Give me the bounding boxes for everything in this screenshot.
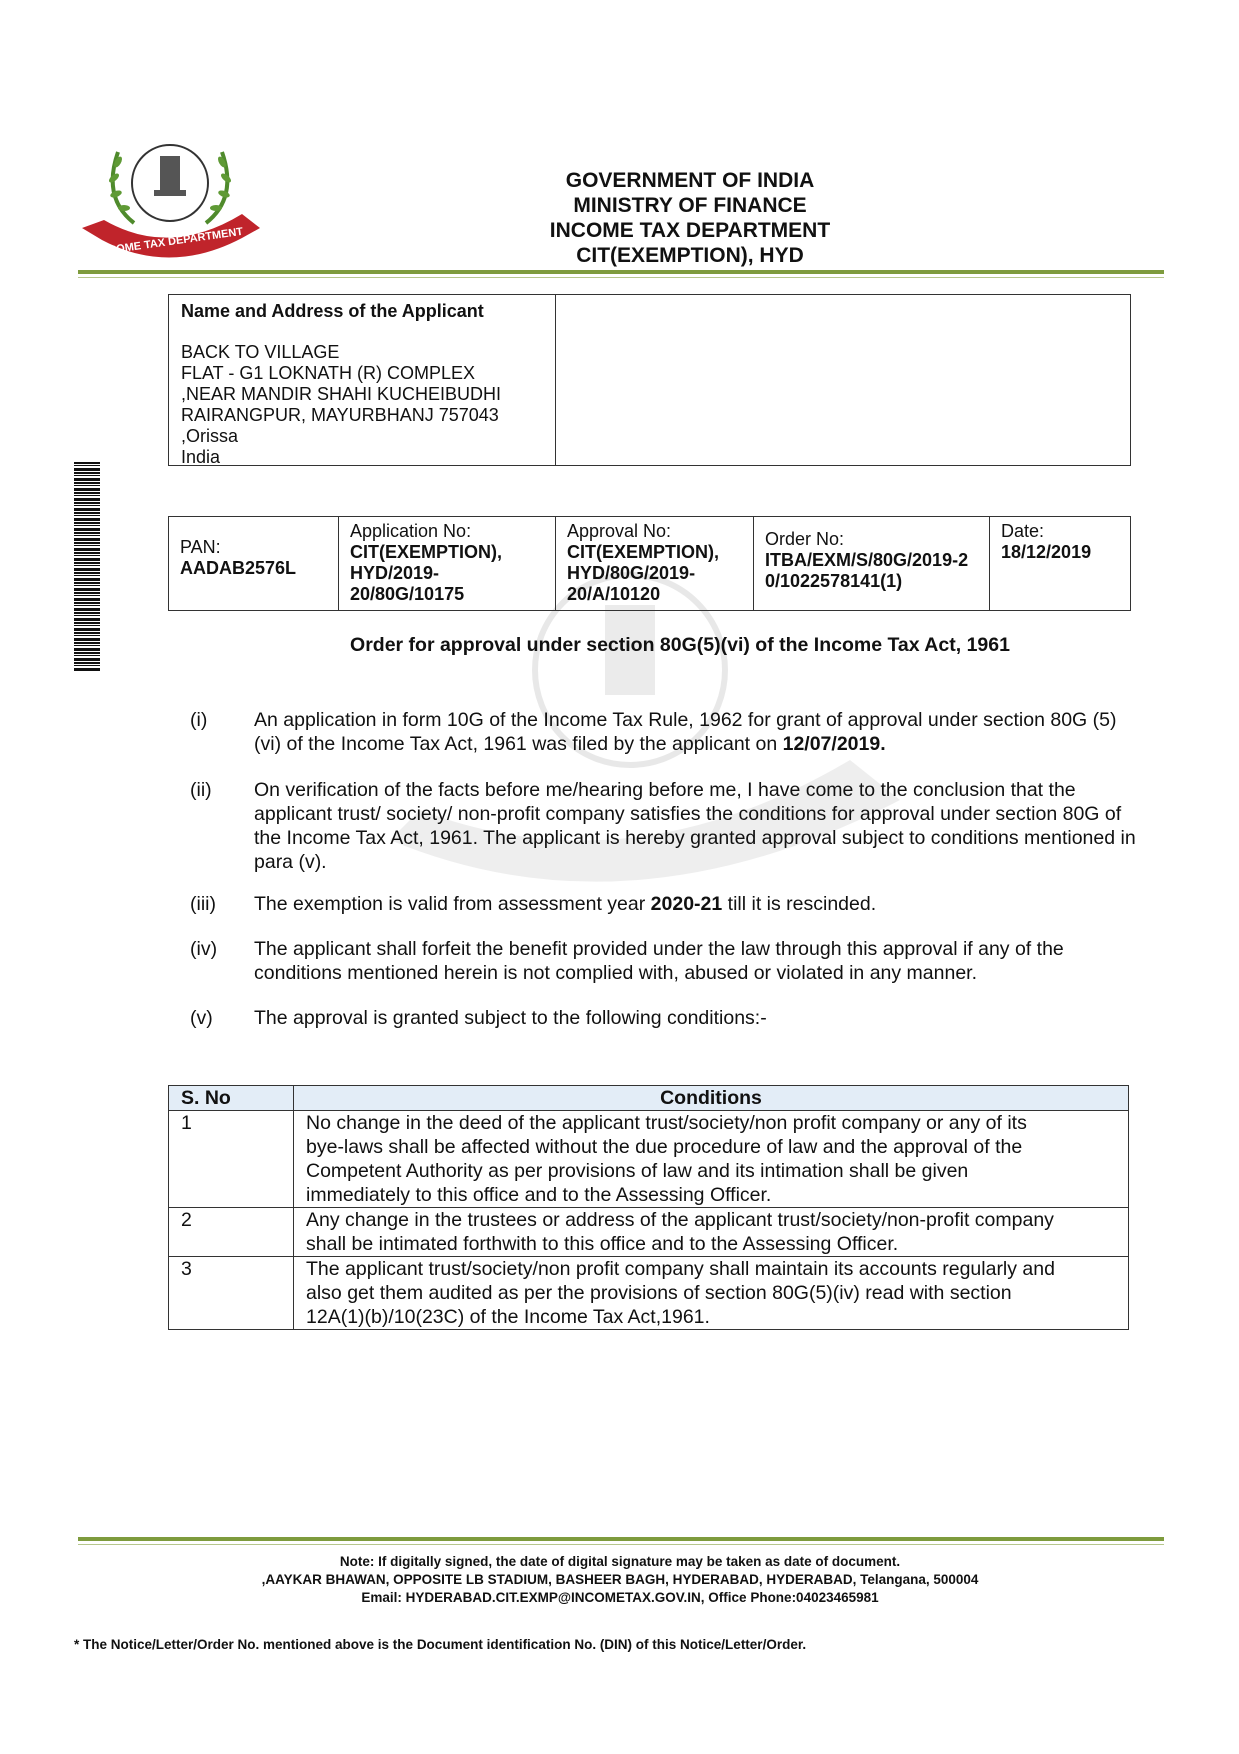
application-no-cell [339,517,556,610]
header-rule [78,270,1164,274]
income-tax-logo [74,128,266,268]
sno-cell: 3 [169,1257,294,1330]
heading-line-2: MINISTRY OF FINANCE [573,194,807,217]
table-row [169,1208,1129,1257]
paragraph-text-body: An application in form 10G of the Income Tax Rule, 1962 for grant of approval under section 80G (5)(vi) of the Income Tax Act, 1961 was filed by the applicant on [254,709,1117,755]
approval-no-value: CIT(EXEMPTION), HYD/80G/2019-20/A/10120 [567,542,719,604]
paragraph-number: (iv) [190,938,218,960]
applicant-empty-cell [556,295,1130,465]
paragraph-text [254,708,1140,756]
paragraph-number: (v) [190,1007,213,1029]
paragraph-text: On verification of the facts before me/hearing before me, I have come to the conclusion that the applicant trust/ society/ non-profit company satisfies the conditions for approval under section 80G of the Income Tax Act, 1961. The applicant is hereby granted approval subject to conditions mentioned in para (v). [254,779,1136,873]
heading-line-3: INCOME TAX DEPARTMENT [549,219,831,242]
application-no-label: Application No: [350,521,472,541]
pan-label: PAN: [180,537,221,557]
paragraph-text-after: till it is rescinded. [722,893,877,915]
paragraph-number: (i) [190,709,208,731]
applicant-line: RAIRANGPUR, MAYURBHANJ 757043 [181,405,499,425]
date-value: 18/12/2019 [1001,542,1092,562]
condition-cell: No change in the deed of the applicant trust/society/non profit company or any of its bye-laws shall be affected without the due procedure of law and the approval of the Competent Authority as per provisions of law and its intimation shall be given immediately to this office and to the Assessing Officer. [294,1111,1129,1208]
footer-rule-thin [78,1544,1164,1545]
order-no-cell [754,517,990,610]
paragraph-text: The approval is granted subject to the following conditions:- [254,1007,767,1029]
order-title: Order for approval under section 80G(5)(vi) of the Income Tax Act, 1961 [350,634,1010,656]
department-heading [520,168,860,268]
order-no-label: Order No: [765,529,845,549]
paragraph-i [190,708,1140,756]
footer-rule [78,1537,1164,1541]
sno-cell: 1 [169,1111,294,1208]
applicant-line: ,Orissa [181,426,239,446]
paragraph-v [190,1006,1140,1030]
pan-cell [169,517,339,610]
paragraph-number: (ii) [190,779,212,801]
logo-ribbon-text: INCOME TAX DEPARTMENT [96,225,244,259]
table-row [169,1257,1129,1330]
sno-header: S. No [169,1086,294,1111]
heading-line-1: GOVERNMENT OF INDIA [565,169,815,192]
paragraph-text: The applicant shall forfeit the benefit provided under the law through this approval if any of the conditions mentioned herein is not complied with, abused or violated in any manner. [254,938,1064,984]
condition-cell: The applicant trust/society/non profit company shall maintain its accounts regularly and also get them audited as per the provisions of section 80G(5)(iv) read with section 12A(1)(b)/10(23C) of the Income Tax Act,1961. [294,1257,1129,1330]
table-row [169,1111,1129,1208]
header-rule-thin [78,277,1164,278]
date-cell [990,517,1130,610]
applicant-line: India [181,447,221,467]
conditions-table [168,1085,1129,1330]
application-no-value: CIT(EXEMPTION), HYD/2019-20/80G/10175 [350,542,502,604]
din-note: * The Notice/Letter/Order No. mentioned above is the Document identification No. (DIN) of this Notice/Letter/Order. [74,1637,807,1652]
filing-date: 12/07/2019. [782,733,886,755]
pan-value: AADAB2576L [180,558,297,578]
applicant-box [168,294,1131,466]
paragraph-text-before: The exemption is valid from assessment year [254,893,651,915]
applicant-title: Name and Address of the Applicant [181,301,484,321]
barcode [74,462,100,672]
paragraph-number: (iii) [190,893,216,915]
applicant-address-cell [169,295,556,465]
date-label: Date: [1001,521,1045,541]
heading-line-4: CIT(EXEMPTION), HYD [576,244,804,267]
paragraph-text [254,892,1140,916]
applicant-line: ,NEAR MANDIR SHAHI KUCHEIBUDHI [181,384,502,404]
paragraph-ii [190,778,1140,874]
footer-contact: Email: HYDERABAD.CIT.EXMP@INCOMETAX.GOV.IN, Office Phone:04023465981 [361,1590,879,1605]
approval-no-label: Approval No: [567,521,672,541]
conditions-header-row [169,1086,1129,1111]
approval-no-cell [556,517,754,610]
sno-cell: 2 [169,1208,294,1257]
assessment-year: 2020-21 [650,893,723,915]
conditions-header: Conditions [294,1086,1129,1111]
applicant-line: FLAT - G1 LOKNATH (R) COMPLEX [181,363,476,383]
condition-cell: Any change in the trustees or address of the applicant trust/society/non-profit company shall be intimated forthwith to this office and to the Assessing Officer. [294,1208,1129,1257]
paragraph-iii [190,892,1140,916]
order-no-value: ITBA/EXM/S/80G/2019-20/1022578141(1) [765,550,969,591]
order-info-table [168,516,1131,611]
footer-address: ,AAYKAR BHAWAN, OPPOSITE LB STADIUM, BASHEER BAGH, HYDERABAD, HYDERABAD, Telangana, 500004 [261,1572,979,1587]
applicant-line: BACK TO VILLAGE [181,342,340,362]
paragraph-iv [190,937,1140,985]
footer-note: Note: If digitally signed, the date of digital signature may be taken as date of document. [339,1554,901,1569]
footer [140,1553,1100,1607]
